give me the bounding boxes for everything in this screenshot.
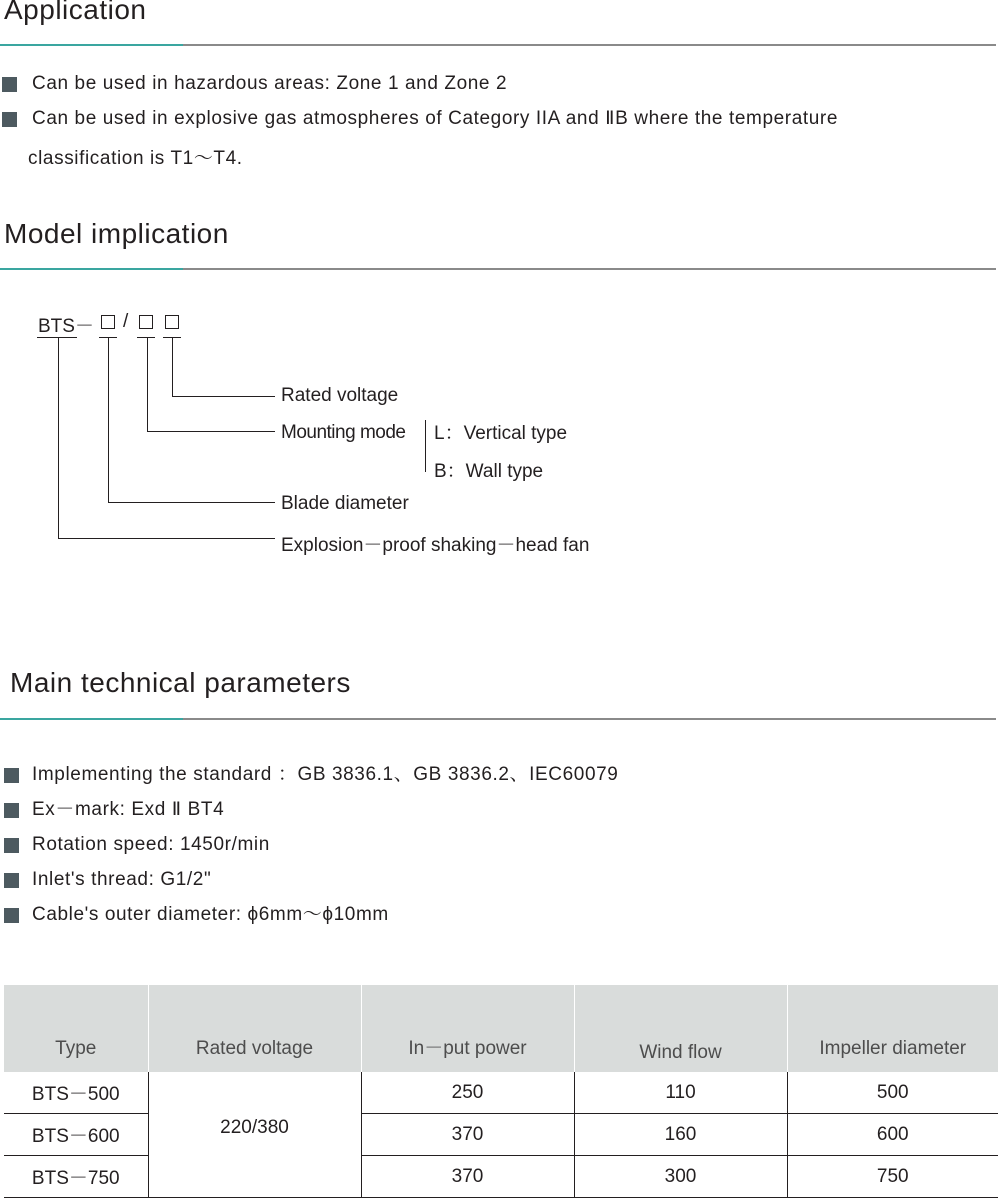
parameters-list: [0, 757, 618, 932]
bullet-square-icon: [4, 838, 19, 853]
bullet-square-icon: [4, 873, 19, 888]
leader-voltage-h: [172, 396, 275, 397]
label-rated-voltage: Rated voltage: [281, 385, 399, 406]
list-item: Implementing the standard ：GB 3836.1、GB 3836.2、IEC60079: [0, 757, 618, 792]
leader-mount-v: [147, 337, 148, 432]
header-wind-flow: Wind flow: [574, 985, 787, 1072]
header-input-power: In－put power: [361, 985, 574, 1072]
parameters-rule: [0, 718, 996, 720]
list-item: Can be used in explosive gas atmospheres of Category IIA and ⅡB where the temperature: [0, 101, 838, 136]
bullet-square-icon: [4, 803, 19, 818]
header-type: Type: [4, 985, 148, 1072]
parameters-table: [4, 985, 998, 1198]
leader-bts-h: [58, 538, 275, 539]
label-blade-diameter: Blade diameter: [281, 493, 409, 514]
cell-type: BTS－500: [4, 1072, 148, 1114]
underline-mount: [137, 337, 155, 338]
cell-diameter: 500: [787, 1072, 998, 1114]
leader-bts-v: [58, 337, 59, 539]
bullet-square-icon: [4, 908, 19, 923]
leader-mount-h: [147, 431, 275, 432]
cell-flow: 300: [574, 1156, 787, 1198]
label-wall-type: B：Wall type: [434, 461, 544, 482]
accent-bar: [0, 718, 183, 720]
cell-power: 370: [361, 1156, 574, 1198]
header-rated-voltage: Rated voltage: [148, 985, 361, 1072]
cell-power: 250: [361, 1072, 574, 1114]
application-rule: [0, 44, 996, 46]
cell-diameter: 600: [787, 1114, 998, 1156]
list-item: Inlet's thread: G1/2": [0, 862, 618, 897]
blade-diameter-box: [101, 315, 115, 329]
accent-bar: [0, 44, 183, 46]
header-impeller-diameter: Impeller diameter: [787, 985, 998, 1072]
model-rule: [0, 268, 996, 270]
mounting-mode-box: [139, 315, 153, 329]
table-row: [4, 1072, 998, 1114]
cell-power: 370: [361, 1114, 574, 1156]
cell-rated-voltage: 220/380: [148, 1072, 361, 1198]
mounting-bracket: [425, 420, 426, 472]
label-vertical-type: L：Vertical type: [434, 423, 568, 444]
application-continuation: classification is T1～T4.: [28, 148, 243, 169]
model-code-prefix: BTS－: [38, 316, 94, 337]
cell-type: BTS－750: [4, 1156, 148, 1198]
bullet-square-icon: [2, 77, 17, 92]
label-mounting-mode: Mounting mode: [281, 422, 406, 443]
bullet-square-icon: [2, 112, 17, 127]
list-item: Rotation speed: 1450r/min: [0, 827, 618, 862]
rated-voltage-box: [165, 315, 179, 329]
cell-diameter: 750: [787, 1156, 998, 1198]
list-item: Can be used in hazardous areas: Zone 1 and Zone 2: [0, 66, 838, 101]
cell-flow: 110: [574, 1072, 787, 1114]
underline-bts: [37, 337, 77, 338]
accent-bar: [0, 268, 183, 270]
model-code-slash: /: [123, 311, 129, 332]
model-title: Model implication: [4, 218, 229, 249]
list-item: Cable's outer diameter: ϕ6mm～ϕ10mm: [0, 897, 618, 932]
cell-type: BTS－600: [4, 1114, 148, 1156]
application-title: Application: [4, 0, 147, 25]
table-header-row: [4, 985, 998, 1072]
parameters-title: Main technical parameters: [10, 667, 351, 698]
application-list: [0, 66, 838, 136]
cell-flow: 160: [574, 1114, 787, 1156]
leader-blade-v: [108, 337, 109, 503]
bullet-square-icon: [4, 768, 19, 783]
leader-blade-h: [108, 502, 275, 503]
list-item: Ex－mark: Exd Ⅱ BT4: [0, 792, 618, 827]
label-product: Explosion－proof shaking－head fan: [281, 535, 590, 556]
leader-voltage-v: [172, 337, 173, 397]
